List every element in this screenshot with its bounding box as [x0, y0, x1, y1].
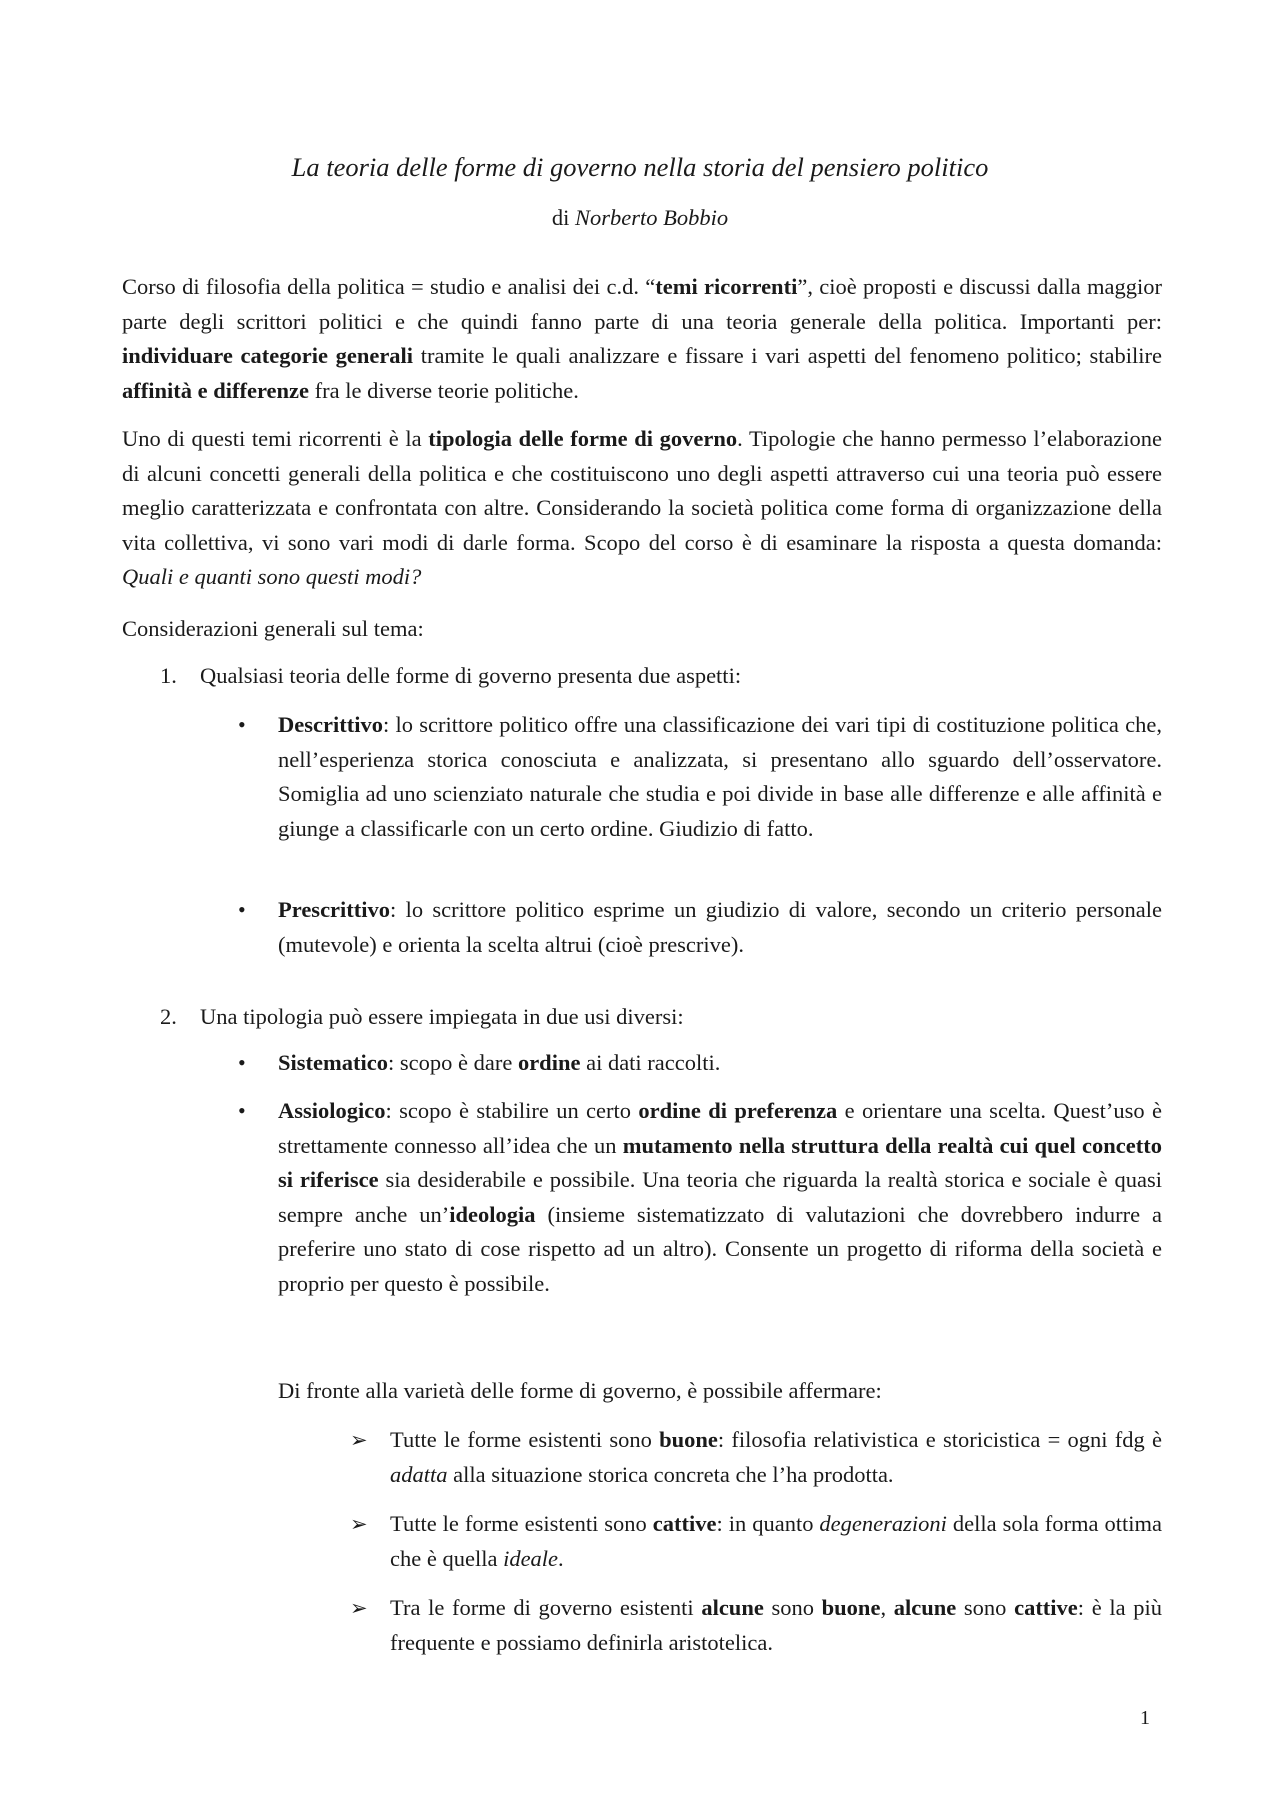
text-run: : è la più frequente e possiamo definirla aristotelica.: [390, 1595, 1162, 1655]
text-run: Corso di filosofia della politica = studio e analisi dei c.d. “: [122, 274, 656, 299]
text-run: ”, cioè proposti e discussi dalla maggior parte degli scrittori politici e che quindi fanno parte di una teoria generale della politica. Importanti per:: [122, 274, 1162, 334]
arrow-item-cattive: [390, 1507, 1162, 1576]
bold-term: ordine di preferenza: [638, 1098, 838, 1123]
bold-term: Descrittivo: [278, 712, 383, 737]
italic-term: degenerazioni: [819, 1511, 947, 1536]
list-number: 1.: [160, 663, 177, 688]
bullet-icon: •: [238, 1098, 246, 1123]
paragraph-intro: [122, 270, 1162, 408]
text-run: fra le diverse teorie politiche.: [309, 377, 579, 403]
text-run: : scopo è dare: [387, 1050, 518, 1075]
italic-term: adatta: [390, 1461, 448, 1487]
document-title: La teoria delle forme di governo nella storia del pensiero politico: [291, 152, 989, 182]
arrow-item-aristotelica: [390, 1591, 1162, 1660]
bold-term: mutamento nella struttura della realtà cui quel concetto si riferisce: [278, 1132, 1162, 1192]
paragraph-di-fronte: Di fronte alla varietà delle forme di governo, è possibile affermare:: [278, 1378, 882, 1403]
text-run: alla situazione storica concreta che l’ha prodotta.: [447, 1461, 894, 1487]
paragraph-considerazioni: Considerazioni generali sul tema:: [122, 616, 424, 641]
text-run: sono: [763, 1595, 822, 1620]
bold-term: alcune: [893, 1595, 957, 1620]
text-run: : lo scrittore politico esprime un giudizio di valore, secondo un criterio personale (mutevole) e orienta la scelta altrui (cioè prescrive).: [278, 897, 1162, 957]
bullet-icon: •: [238, 712, 246, 737]
italic-question: Quali e quanti sono questi modi?: [122, 564, 422, 589]
bullet-assiologico: [278, 1094, 1162, 1301]
text-run: sono: [956, 1595, 1015, 1620]
list-number: 2.: [160, 1004, 177, 1029]
bold-term: ideologia: [449, 1201, 536, 1227]
text-run: Tra le forme di governo esistenti: [390, 1595, 702, 1620]
text-run: (insieme sistematizzato di valutazioni che dovrebbero indurre a preferire uno stato di cose rispetto ad un altro). Consente un progetto di riforma della società e proprio per questo è possibile.: [278, 1201, 1162, 1296]
text-run: tramite le quali analizzare e fissare i vari aspetti del fenomeno politico; stabilire: [413, 343, 1162, 368]
arrow-bullet-icon: ➢: [350, 1512, 368, 1536]
bold-term: cattive: [652, 1511, 717, 1536]
arrow-bullet-icon: ➢: [350, 1596, 368, 1620]
paragraph-tipologia: [122, 422, 1162, 595]
text-run: . Tipologie che hanno permesso l’elaborazione di alcuni concetti generali della politica e che costituiscono uno degli aspetti attraverso cui una teoria può essere meglio caratterizzata e confrontata con altre. Considerando la società politica come forma di organizzazione della vita collettiva, vi sono vari modi di darle forma. Scopo del corso è di esaminare la risposta a questa domanda:: [122, 426, 1162, 555]
text-run: della sola forma ottima che è quella: [390, 1511, 1162, 1571]
text-run: ,: [880, 1595, 894, 1620]
text-run: e orientare una scelta. Quest’uso è strettamente connesso all’idea che un: [278, 1098, 1162, 1158]
text-run: .: [558, 1545, 564, 1571]
bold-term: individuare categorie generali: [122, 343, 414, 368]
author-name: Norberto Bobbio: [575, 205, 729, 230]
text-run: ai dati raccolti.: [580, 1050, 721, 1075]
bullet-icon: •: [238, 1050, 246, 1075]
arrow-bullet-icon: ➢: [350, 1428, 368, 1452]
bold-term: affinità e differenze: [122, 377, 310, 403]
bold-term: cattive: [1014, 1595, 1078, 1620]
bullet-sistematico: [278, 1046, 1162, 1081]
bold-term: buone: [821, 1595, 881, 1620]
bold-term: buone: [659, 1427, 718, 1452]
author-prefix: di: [551, 205, 575, 230]
text-run: Tutte le forme esistenti sono: [390, 1427, 660, 1452]
bold-term: Assiologico: [278, 1098, 386, 1123]
bold-term: Sistematico: [278, 1050, 388, 1075]
list-item-text: Qualsiasi teoria delle forme di governo presenta due aspetti:: [200, 663, 742, 688]
text-run: : in quanto: [716, 1511, 820, 1536]
bold-term: alcune: [701, 1595, 764, 1620]
text-run: Uno di questi temi ricorrenti è la: [122, 426, 429, 451]
bold-term: tipologia delle forme di governo: [428, 426, 738, 451]
bullet-prescrittivo: [278, 893, 1162, 962]
italic-term: ideale: [503, 1545, 559, 1571]
page-number: 1: [1140, 1707, 1150, 1729]
list-item-text: Una tipologia può essere impiegata in due usi diversi:: [200, 1004, 684, 1029]
text-run: sia desiderabile e possibile. Una teoria che riguarda la realtà storica e sociale è quasi sempre anche un’: [278, 1167, 1162, 1227]
bold-term: ordine: [517, 1050, 581, 1075]
arrow-item-buone: [390, 1423, 1162, 1492]
text-run: : filosofia relativistica e storicistica = ogni fdg è: [717, 1427, 1163, 1452]
bullet-descrittivo: [278, 708, 1162, 846]
text-run: Tutte le forme esistenti sono: [390, 1511, 653, 1536]
bullet-icon: •: [238, 897, 246, 922]
bold-term: temi ricorrenti: [655, 274, 798, 299]
author-line: [0, 203, 1280, 233]
text-run: : lo scrittore politico offre una classificazione dei vari tipi di costituzione politica che, nell’esperienza storica conosciuta e analizzata, si presentano allo sguardo dell’osservatore. Somiglia ad uno scienziato naturale che studia e poi divide in base alle differenze e alle affinità e giunge a classificarle con un certo ordine. Giudizio di fatto.: [278, 712, 1162, 841]
text-run: : scopo è stabilire un certo: [385, 1098, 639, 1123]
bold-term: Prescrittivo: [278, 897, 391, 922]
